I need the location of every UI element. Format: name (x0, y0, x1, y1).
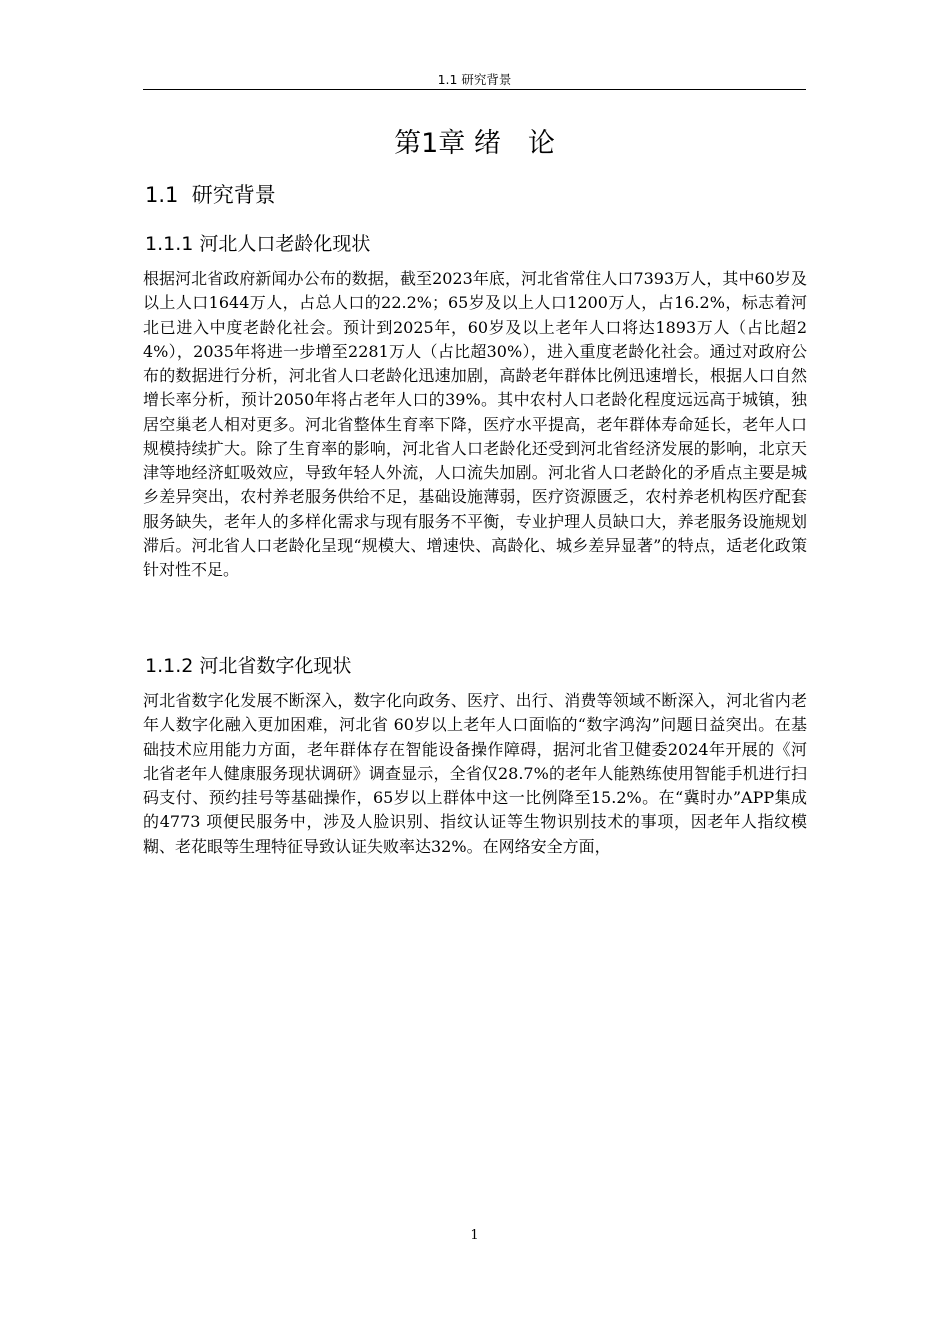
running-header: 1.1 研究背景 (437, 72, 512, 87)
page-number: 1 (470, 1228, 479, 1243)
chapter-title: 第1章 绪 论 (394, 128, 555, 159)
section-heading-1-1: 1.1 研究背景 (145, 183, 276, 207)
subsection-heading-1-1-2: 1.1.2 河北省数字化现状 (145, 655, 352, 677)
paragraph-digital-status: 河北省数字化发展不断深入，数字化向政务、医疗、出行、消费等领域不断深入，河北省内老年人数字化融入更加困难，河北省 60岁以上老年人口面临的“数字鸿沟”问题日益突出。在基础技术应用能力方面，老年群体存在智能设备操作障碍，据河北省卫健委2024年开展的《河北省老年人健康服务现状调研》调查显示，全省仅28.7%的老年人能熟练使用智能手机进行扫码支付、预约挂号等基础操作，65岁以上群体中这一比例降至15.2%。在“冀时办”APP集成的4773 项便民服务中，涉及人脸识别、指纹认证等生物识别技术的事项，因老年人指纹模糊、老花眼等生理特征导致认证失败率达32%。在网络安全方面， (143, 691, 807, 856)
header-rule (143, 89, 806, 90)
paragraph-aging-status: 根据河北省政府新闻办公布的数据，截至2023年底，河北省常住人口7393万人，其中60岁及以上人口1644万人，占总人口的22.2%；65岁及以上人口1200万人，占16.2%，标志着河北已进入中度老龄化社会。预计到2025年，60岁及以上老年人口将达1893万人（占比超24%），2035年将进一步增至2281万人（占比超30%），进入重度老龄化社会。通过对政府公布的数据进行分析，河北省人口老龄化迅速加剧，高龄老年群体比例迅速增长，根据人口自然增长率分析，预计2050年将占老年人口的39%。其中农村人口老龄化程度远远高于城镇，独居空巢老人相对更多。河北省整体生育率下降，医疗水平提高，老年群体寿命延长，老年人口规模持续扩大。除了生育率的影响，河北省人口老龄化还受到河北省经济发展的影响，北京天津等地经济虹吸效应，导致年轻人外流，人口流失加剧。河北省人口老龄化的矛盾点主要是城乡差异突出，农村养老服务供给不足，基础设施薄弱，医疗资源匮乏，农村养老机构医疗配套服务缺失，老年人的多样化需求与现有服务不平衡，专业护理人员缺口大，养老服务设施规划滞后。河北省人口老龄化呈现“规模大、增速快、高龄化、城乡差异显著”的特点，适老化政策针对性不足。 (143, 269, 807, 579)
subsection-heading-1-1-1: 1.1.1 河北人口老龄化现状 (145, 233, 371, 255)
